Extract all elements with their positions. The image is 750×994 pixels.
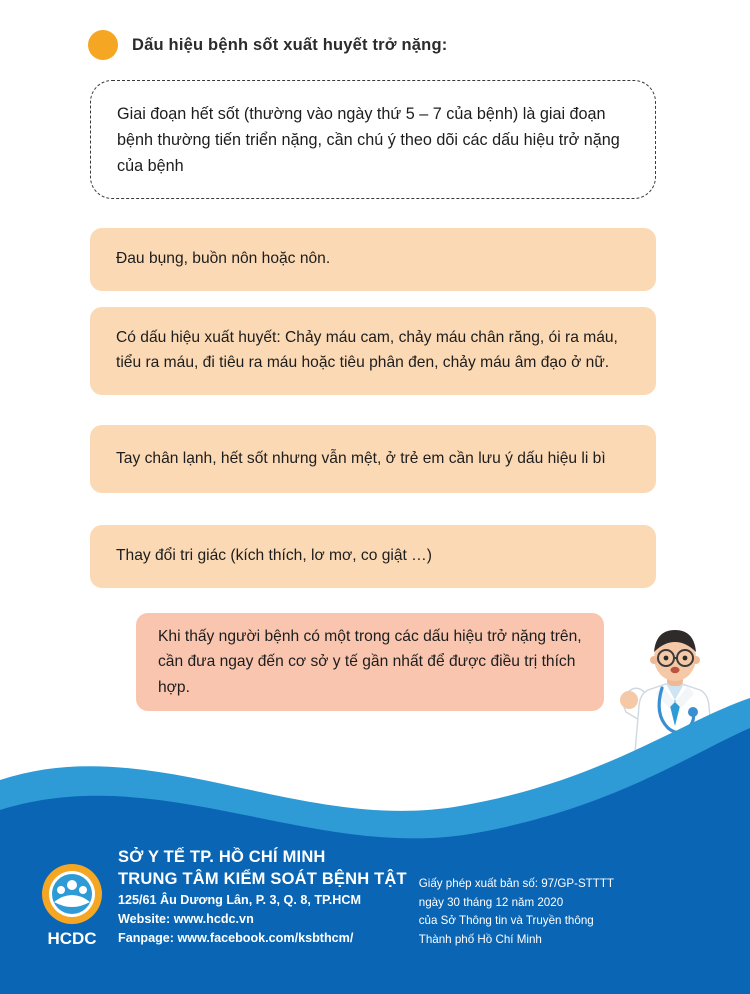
list-item bbox=[90, 307, 656, 395]
list-item-text: Có dấu hiệu xuất huyết: Chảy máu cam, chảy máu chân răng, ói ra máu, tiểu ra máu, đi tiêu ra máu hoặc tiêu phân đen, chảy máu âm đạo ở nữ. bbox=[116, 329, 618, 371]
list-item bbox=[90, 228, 656, 291]
list-item-text: Đau bụng, buồn nôn hoặc nôn. bbox=[116, 250, 331, 268]
list-item bbox=[90, 425, 656, 493]
page-header bbox=[88, 30, 447, 60]
footer-org-line2: TRUNG TÂM KIỂM SOÁT BỆNH TẬT bbox=[118, 869, 407, 888]
list-item bbox=[90, 525, 656, 588]
license-line3: của Sở Thông tin và Truyền thông bbox=[418, 914, 594, 928]
license-line1: Giấy phép xuất bản số: 97/GP-STTTT bbox=[418, 876, 614, 890]
intro-text: Giai đoạn hết sốt (thường vào ngày thứ 5 – 7 của bệnh) là giai đoạn bệnh thường tiến triển nặng, cần chú ý theo dõi các dấu hiệu trở nặng của bệnh bbox=[117, 105, 620, 176]
footer-fanpage[interactable]: Fanpage: www.facebook.com/ksbthcm/ bbox=[118, 931, 354, 946]
license-line4: Thành phố Hồ Chí Minh bbox=[418, 933, 542, 947]
page-title: Dấu hiệu bệnh sốt xuất huyết trở nặng: bbox=[132, 35, 448, 54]
footer-license-info bbox=[419, 875, 614, 950]
hcdc-logo-text: HCDC bbox=[47, 929, 97, 948]
intro-box bbox=[90, 80, 656, 199]
footer-website[interactable]: Website: www.hcdc.vn bbox=[118, 912, 254, 927]
list-item-text: Tay chân lạnh, hết sốt nhưng vẫn mệt, ở trẻ em cần lưu ý dấu hiệu li bì bbox=[116, 449, 606, 467]
callout-text: Khi thấy người bệnh có một trong các dấu hiệu trở nặng trên, cần đưa ngay đến cơ sở y tế gần nhất để được điều trị thích hợp. bbox=[158, 628, 582, 696]
hcdc-logo bbox=[34, 858, 110, 950]
license-line2: ngày 30 tháng 12 năm 2020 bbox=[418, 895, 564, 909]
circle-dot-icon bbox=[88, 30, 118, 60]
footer-org-line1: SỞ Y TẾ TP. HỒ CHÍ MINH bbox=[118, 847, 326, 866]
footer-address: 125/61 Âu Dương Lân, P. 3, Q. 8, TP.HCM bbox=[118, 893, 361, 908]
footer-org-info bbox=[118, 847, 407, 948]
list-item-text: Thay đổi tri giác (kích thích, lơ mơ, co giật …) bbox=[116, 547, 432, 565]
